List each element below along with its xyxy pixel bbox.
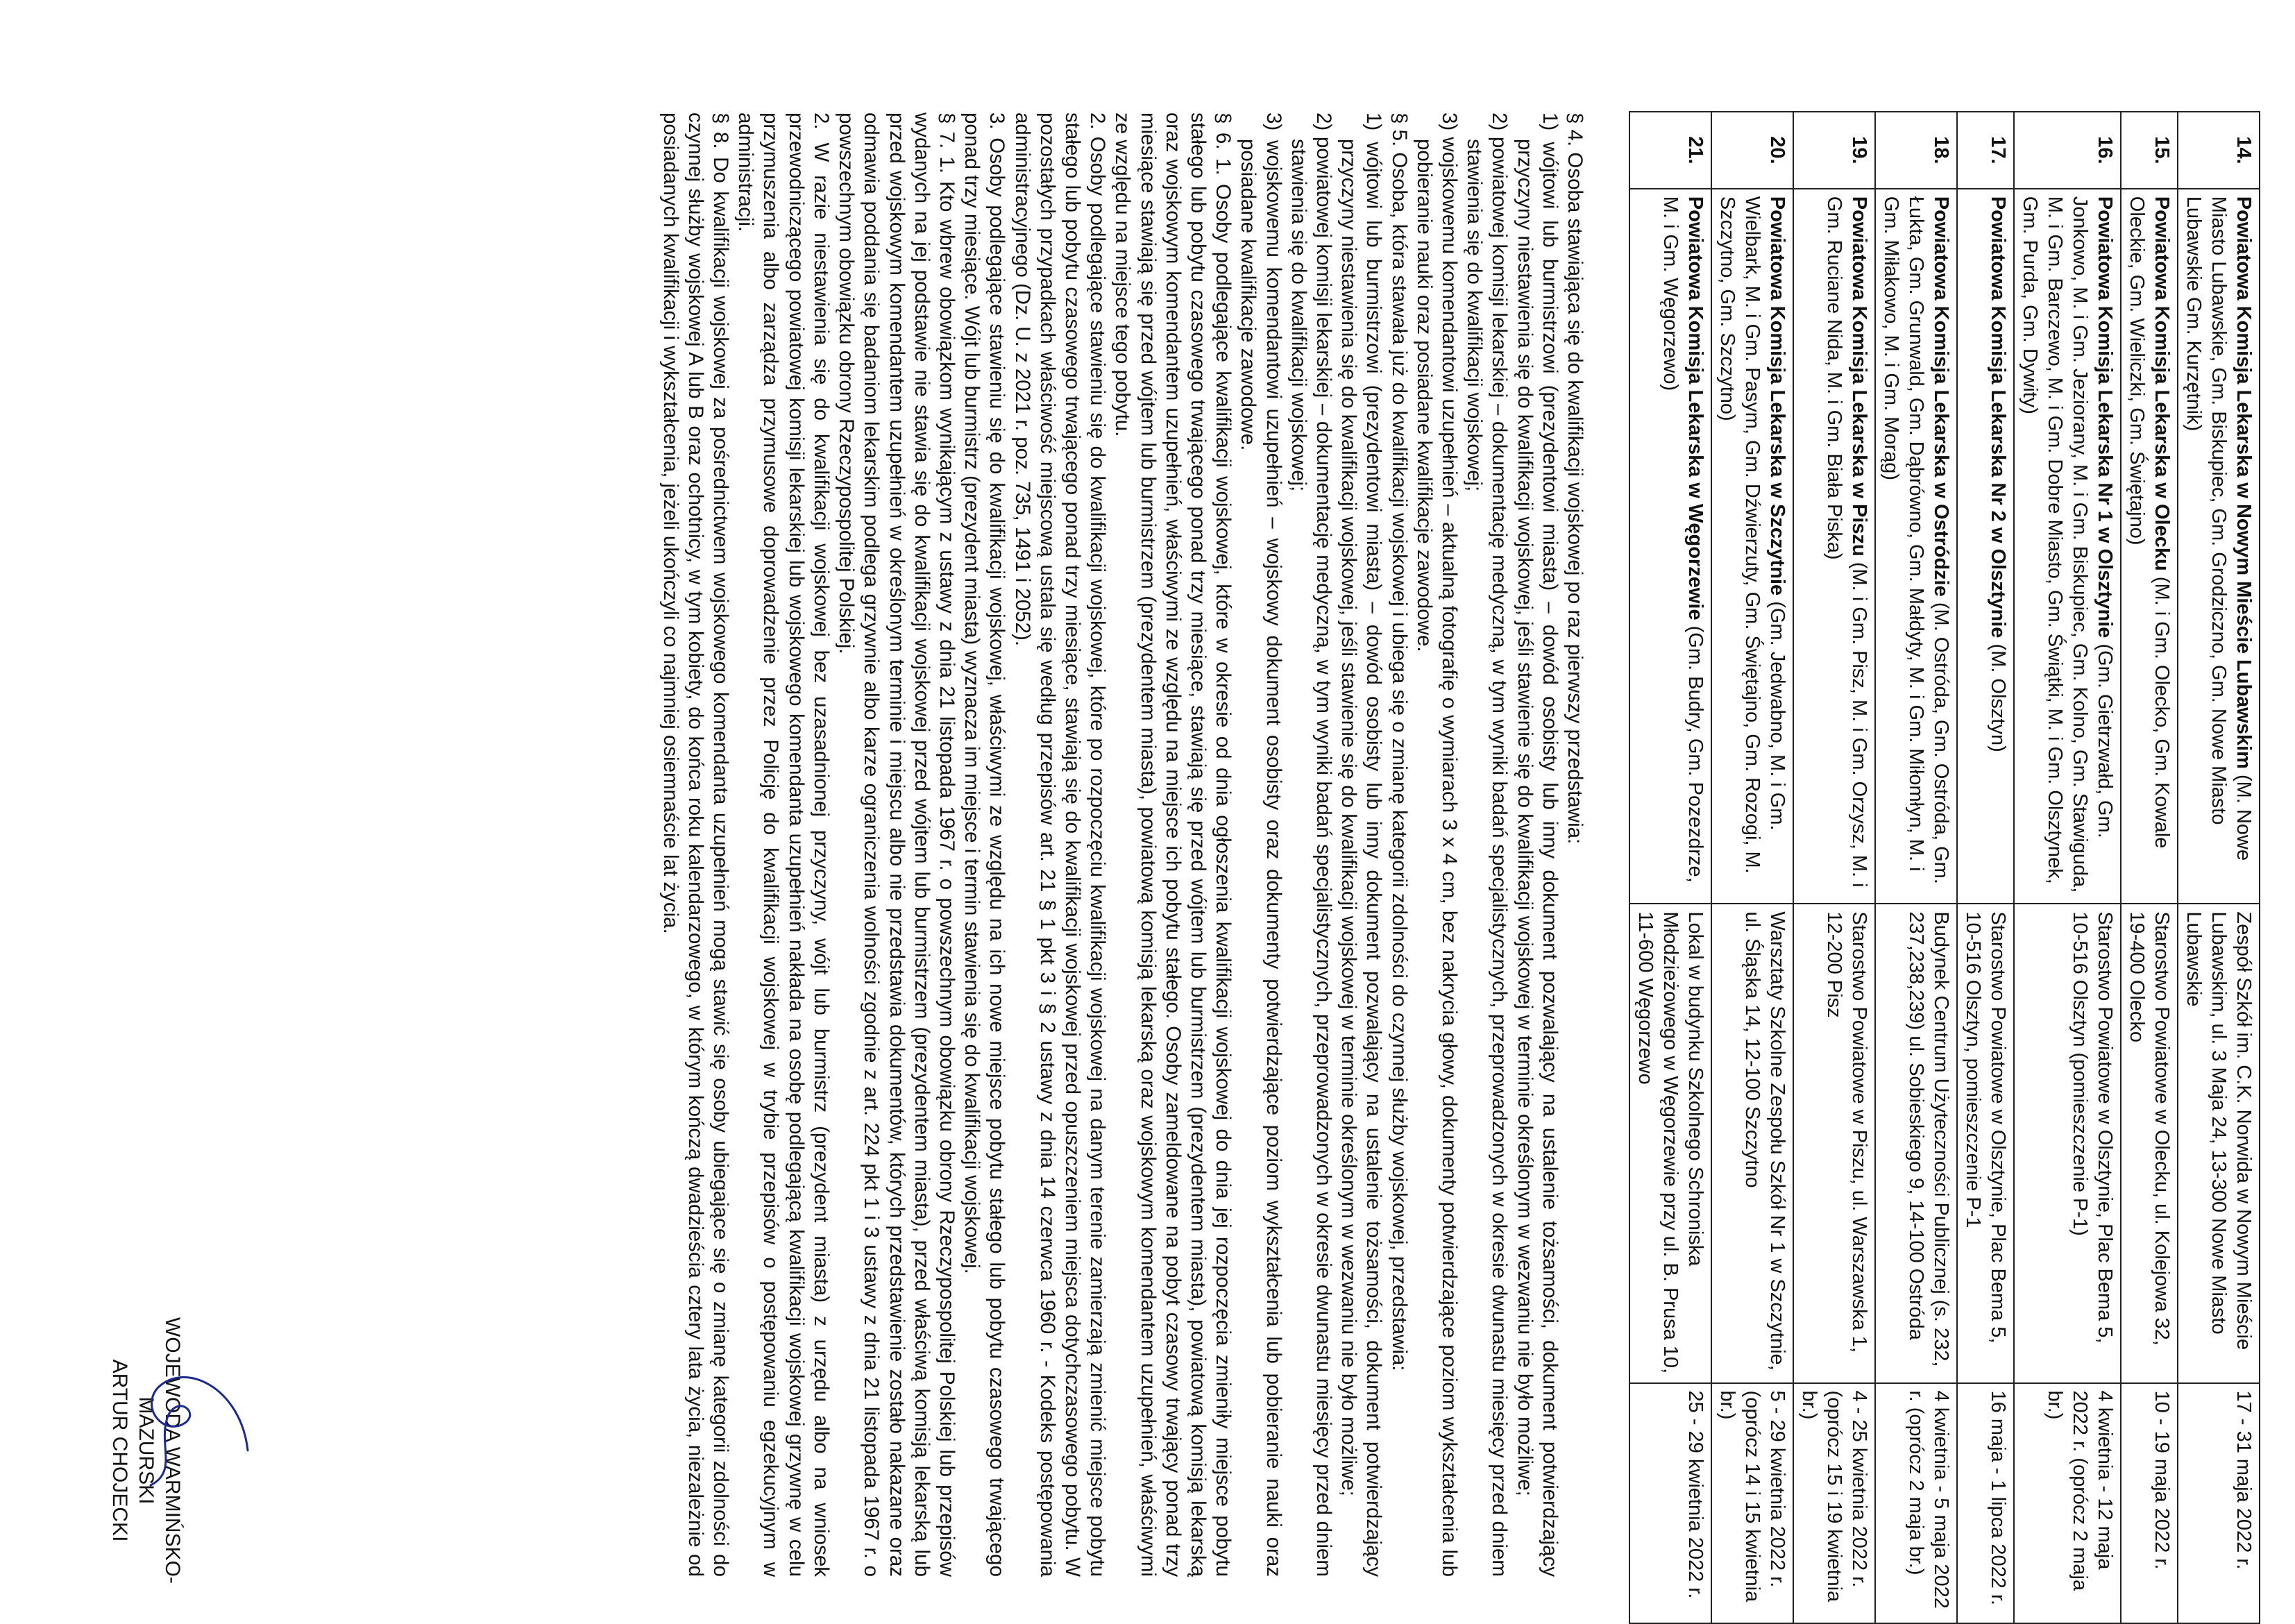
commission-cell [1711, 189, 1793, 904]
commission-areas: (M. Olsztyn) [1987, 643, 2009, 752]
commission-dates: 16 maja - 1 lipca 2022 r. [1957, 1383, 2014, 1623]
commission-cell [1957, 189, 2014, 904]
commission-name: Powiatowa Komisja Lekarska Nr 1 w Olsztynie [2094, 196, 2116, 638]
commission-areas: (M. i Gm. Pisz, M. i Gm. Orzysz, M. i Gm. Ruciane Nida, M. i Gm. Biała Piska) [1823, 196, 1870, 888]
row-number: 18. [1875, 112, 1957, 189]
section-4-item-1: 1) wójtowi lub burmistrzowi (prezydentowi miasta) – dowód osobisty lub inny dokument pozwalający na ustalenie tożsamości, dokument potwierdzający przyczyny niestawienia się do kwalifikacji wojskowej, jeśli stawienie się do kwalifikacji wojskowej w terminie określonym w wezwaniu nie było możliwe; [1513, 112, 1561, 1577]
commission-name: Powiatowa Komisja Lekarska w Piszu [1848, 196, 1870, 557]
commission-name: Powiatowa Komisja Lekarska Nr 2 w Olsztynie [1987, 196, 2009, 638]
commission-name: Powiatowa Komisja Lekarska w Węgorzewie [1684, 196, 1707, 620]
row-number: 14. [2178, 112, 2260, 189]
commission-areas: (Gm. Jedwabno, M. i Gm. Wielbark, M. i Gm. Pasym, Gm. Dźwierzuty, Gm. Świętajno, Gm. Rozogi, M. Szczytno, Gm. Szczytno) [1716, 196, 1788, 874]
commission-dates: 25 - 29 kwietnia 2022 r. [1629, 1383, 1711, 1623]
commission-areas: (M. i Gm. Olecko, Gm. Kowale Oleckie, Gm. Wieliczki, Gm. Świętajno) [2126, 196, 2173, 849]
commission-cell [1793, 189, 1875, 904]
commission-cell [1629, 189, 1711, 904]
signature-block [106, 1305, 185, 1596]
regulation-body [657, 112, 1587, 1577]
table-row [2121, 112, 2178, 1623]
commissions-table [1629, 111, 2260, 1624]
section-7-paragraph-1: § 7. 1. Kto wbrew obowiązkom wynikającym z ustawy z dnia 21 listopada 1967 r. o powszechnym obowiązku obrony Rzeczypospolitej Polskiej lub przepisów wydanych na jej podstawie nie stawia się do kwalifikacji wojskowej przed wójtem lub burmistrzem (prezydentem miasta), przed właściwą komisją lekarską lub przed wojskowym komendantem uzupełnień w określonym terminie i miejscu albo nie przedstawia dokumentów, których przedstawienie zostało nakazane oraz odmawia poddania się badaniom lekarskim podlega grzywnie albo karze ograniczenia wolności zgodnie z art. 224 pkt 1 i 3 ustawy z dnia 21 listopada 1967 r. o powszechnym obowiązku obrony Rzeczypospolitej Polskiej. [835, 112, 958, 1577]
commission-location: Starostwo Powiatowe w Olsztynie, Plac Bema 5, 10-516 Olsztyn (pomieszczenie P-1) [2014, 904, 2121, 1382]
section-6-paragraph-1: § 6. 1. Osoby podlegające kwalifikacji wojskowej, które w okresie od dnia ogłoszenia kwalifikacji wojskowej do dnia jej rozpoczęcia zmieniły miejsce pobytu stałego lub pobytu czasowego trwającego ponad trzy miesiące, stawiają się przed wójtem lub burmistrzem (prezydentem miasta), powiatową komisją lekarską oraz wojskowym komendantem uzupełnień, właściwymi ze względu na miejsce ich pobytu stałego. Osoby zameldowane na pobyt czasowy trwający ponad trzy miesiące stawiają się przed wójtem lub burmistrzem (prezydentem miasta), powiatową komisją lekarską oraz wojskowym komendantem uzupełnień, właściwymi ze względu na miejsce tego pobytu. [1111, 112, 1235, 1577]
commission-areas: (Gm. Budry, Gm. Pozezdrze, M. i Gm. Węgorzewo) [1659, 196, 1707, 883]
section-7-paragraph-2: 2. W razie niestawienia się do kwalifikacji wojskowej bez uzasadnionej przyczyny, wójt lub burmistrz (prezydent miasta) z urzędu albo na wniosek przewodniczącego powiatowej komisji lekarskiej lub wojskowego komendanta uzupełnień nakłada na osobę podlegającą kwalifikacji wojskowej grzywnę w celu przymuszenia albo zarządza przymusowe doprowadzenie przez Policję do kwalifikacji wojskowej w trybie przepisów o postępowaniu egzekucyjnym w administracji. [734, 112, 833, 1577]
commission-location: Warsztaty Szkolne Zespołu Szkół Nr 1 w Szczytnie, ul. Śląska 14, 12-100 Szczytno [1711, 904, 1793, 1382]
table-row [1793, 112, 1875, 1623]
section-6-paragraph-2: 2. Osoby podlegające stawieniu się do kwalifikacji wojskowej, które po rozpoczęciu kwalifikacji wojskowej na danym terenie zamierzają zmienić miejsce pobytu stałego lub pobytu czasowego trwającego ponad trzy miesiące, stawiają się do kwalifikacji wojskowej przed opuszczeniem miejsca dotychczasowego pobytu. W pozostałych przypadkach właściwość miejscową ustala się według przepisów art. 21 § 1 pkt 3 i § 2 ustawy z dnia 14 czerwca 1960 r. - Kodeks postępowania administracyjnego (Dz. U. z 2021 r. poz. 735, 1491 i 2052). [1010, 112, 1110, 1577]
row-number: 20. [1711, 112, 1793, 189]
table-row [2014, 112, 2121, 1623]
section-5-item-2: 2) powiatowej komisji lekarskiej – dokumentację medyczną, w tym wyniki badań specjalistycznych, przeprowadzonych w okresie dwunastu miesięcy przed dniem stawienia się do kwalifikacji wojskowej; [1287, 112, 1335, 1577]
section-5-item-3: 3) wojskowemu komendantowi uzupełnień – wojskowy dokument osobisty oraz dokumenty potwierdzające poziom wykształcenia lub pobieranie nauki oraz posiadane kwalifikacje zawodowe. [1237, 112, 1285, 1577]
commission-areas: (Gm. Gietrzwałd, Gm. Jonkowo, M. i Gm. Jeziorany, M. i Gm. Biskupiec, Gm. Kolno, Gm. Stawiguda, M. i Gm. Barczewo, M. i Gm. Dobre Miasto, Gm. Świątki, M. i Gm. Olsztynek, Gm. Purda, Gm. Dywity) [2019, 196, 2116, 893]
row-number: 15. [2121, 112, 2178, 189]
table-row [1957, 112, 2014, 1623]
commission-cell [1875, 189, 1957, 904]
commissions-table-body [1629, 112, 2260, 1623]
commission-location: Budynek Centrum Użyteczności Publicznej (s. 232, 237,238,239) ul. Sobieskiego 9, 14-100 Ostróda [1875, 904, 1957, 1382]
commission-cell [2014, 189, 2121, 904]
table-row [1875, 112, 1957, 1623]
row-number: 19. [1793, 112, 1875, 189]
section-6-paragraph-3: 3. Osoby podlegające stawieniu się do kwalifikacji wojskowej, właściwymi ze względu na ich nowe miejsce pobytu stałego lub pobytu czasowego trwającego ponad trzy miesiące. Wójt lub burmistrz (prezydent miasta) wyznacza im miejsce i termin stawienia się do kwalifikacji wojskowej. [960, 112, 1009, 1577]
section-5-item-1: 1) wójtowi lub burmistrzowi (prezydentowi miasta) – dowód osobisty lub inny dokument pozwalający na ustalenie tożsamości, dokument potwierdzający przyczyny niestawienia się do kwalifikacji wojskowej, jeśli stawienie się do kwalifikacji wojskowej w terminie określonym w wezwaniu nie było możliwe; [1337, 112, 1386, 1577]
row-number: 16. [2014, 112, 2121, 189]
commission-name: Powiatowa Komisja Lekarska w Szczytnie [1766, 196, 1788, 596]
section-5-intro: § 5. Osoba, która stawała już do kwalifikacji wojskowej i ubiega się o zmianę kategorii zdolności do czynnej służby wojskowej, przedstawia: [1387, 112, 1411, 1371]
commission-dates: 10 - 19 maja 2022 r. [2121, 1383, 2178, 1623]
table-row [2178, 112, 2260, 1623]
row-number: 17. [1957, 112, 2014, 189]
commission-dates: 4 kwietnia - 5 maja 2022 r. (oprócz 2 maja br.) [1875, 1383, 1957, 1623]
commission-cell [2178, 189, 2260, 904]
table-row [1711, 112, 1793, 1623]
commission-location: Starostwo Powiatowe w Piszu, ul. Warszawska 1, 12-200 Pisz [1793, 904, 1875, 1382]
section-8-paragraph: § 8. Do kwalifikacji wojskowej za pośrednictwem wojskowego komendanta uzupełnień mogą stawić się osoby ubiegające się o zmianę kategorii zdolności do czynnej służby wojskowej A lub B oraz ochotnicy, w tym kobiety, do końca roku kalendarzowego, w którym kończą dwadzieścia cztery lata życia, niezależnie od posiadanych kwalifikacji i wykształcenia, jeżeli ukończyli co najmniej osiemnaście lat życia. [659, 112, 733, 1577]
commission-dates: 4 - 25 kwietnia 2022 r. (oprócz 15 i 19 kwietnia br.) [1793, 1383, 1875, 1623]
commission-areas: (M. Ostróda, Gm. Ostróda, Gm. Łukta, Gm. Grunwald, Gm. Dąbrówno, Gm. Małdyty, M. i Gm. Miłomłyn, M. i Gm. Miłakowo, M. i Gm. Morąg) [1880, 196, 1952, 884]
row-number: 21. [1629, 112, 1711, 189]
section-4-intro: § 4. Osoba stawiająca się do kwalifikacji wojskowej po raz pierwszy przedstawia: [1564, 112, 1586, 845]
commission-name: Powiatowa Komisja Lekarska w Ostródzie [1930, 196, 1952, 597]
commission-location: Starostwo Powiatowe w Olecku, ul. Kolejowa 32, 19-400 Olecko [2121, 904, 2178, 1382]
commission-areas: (M. Nowe Miasto Lubawskie, Gm. Biskupiec, Gm. Grodziczno, Gm. Nowe Miasto Lubawskie Gm. Kurzętnik) [2183, 196, 2255, 861]
commission-dates: 17 - 31 maja 2022 r. [2178, 1383, 2260, 1623]
table-row [1629, 112, 1711, 1623]
section-4-item-2: 2) powiatowej komisji lekarskiej – dokumentację medyczną, w tym wyniki badań specjalistycznych, przeprowadzonych w okresie dwunastu miesięcy przed dniem stawienia się do kwalifikacji wojskowej; [1463, 112, 1511, 1577]
signatory-title: WOJEWODA WARMIŃSKO-MAZURSKI [135, 1317, 184, 1584]
handwritten-signature [137, 1346, 262, 1499]
section-4-item-3: 3) wojskowemu komendantowi uzupełnień – aktualną fotografię o wymiarach 3 x 4 cm, bez nakrycia głowy, dokumenty potwierdzające poziom wykształcenia lub pobieranie nauki oraz posiadane kwalifikacje zawodowe. [1412, 112, 1461, 1577]
commission-dates: 5 - 29 kwietnia 2022 r. (oprócz 14 i 15 kwietnia br.) [1711, 1383, 1793, 1623]
commission-cell [2121, 189, 2178, 904]
commission-name: Powiatowa Komisja Lekarska w Olecku [2151, 196, 2173, 571]
commission-location: Lokal w budynku Szkolnego Schroniska Młodzieżowego w Węgorzewie przy ul. B. Prusa 10, 11-600 Węgorzewo [1629, 904, 1711, 1382]
commission-name: Powiatowa Komisja Lekarska w Nowym Mieście Lubawskim [2233, 196, 2255, 769]
signatory-name: ARTUR CHOJECKI [108, 1359, 131, 1542]
commission-dates: 4 kwietnia - 12 maja 2022 r. (oprócz 2 maja br.) [2014, 1383, 2121, 1623]
commission-location: Starostwo Powiatowe w Olsztynie, Plac Bema 5, 10-516 Olsztyn, pomieszczenie P-1 [1957, 904, 2014, 1382]
commission-location: Zespół Szkół im. C.K. Norwida w Nowym Mieście Lubawskim, ul. 3 Maja 24, 13-300 Nowe Miasto Lubawskie [2178, 904, 2260, 1382]
